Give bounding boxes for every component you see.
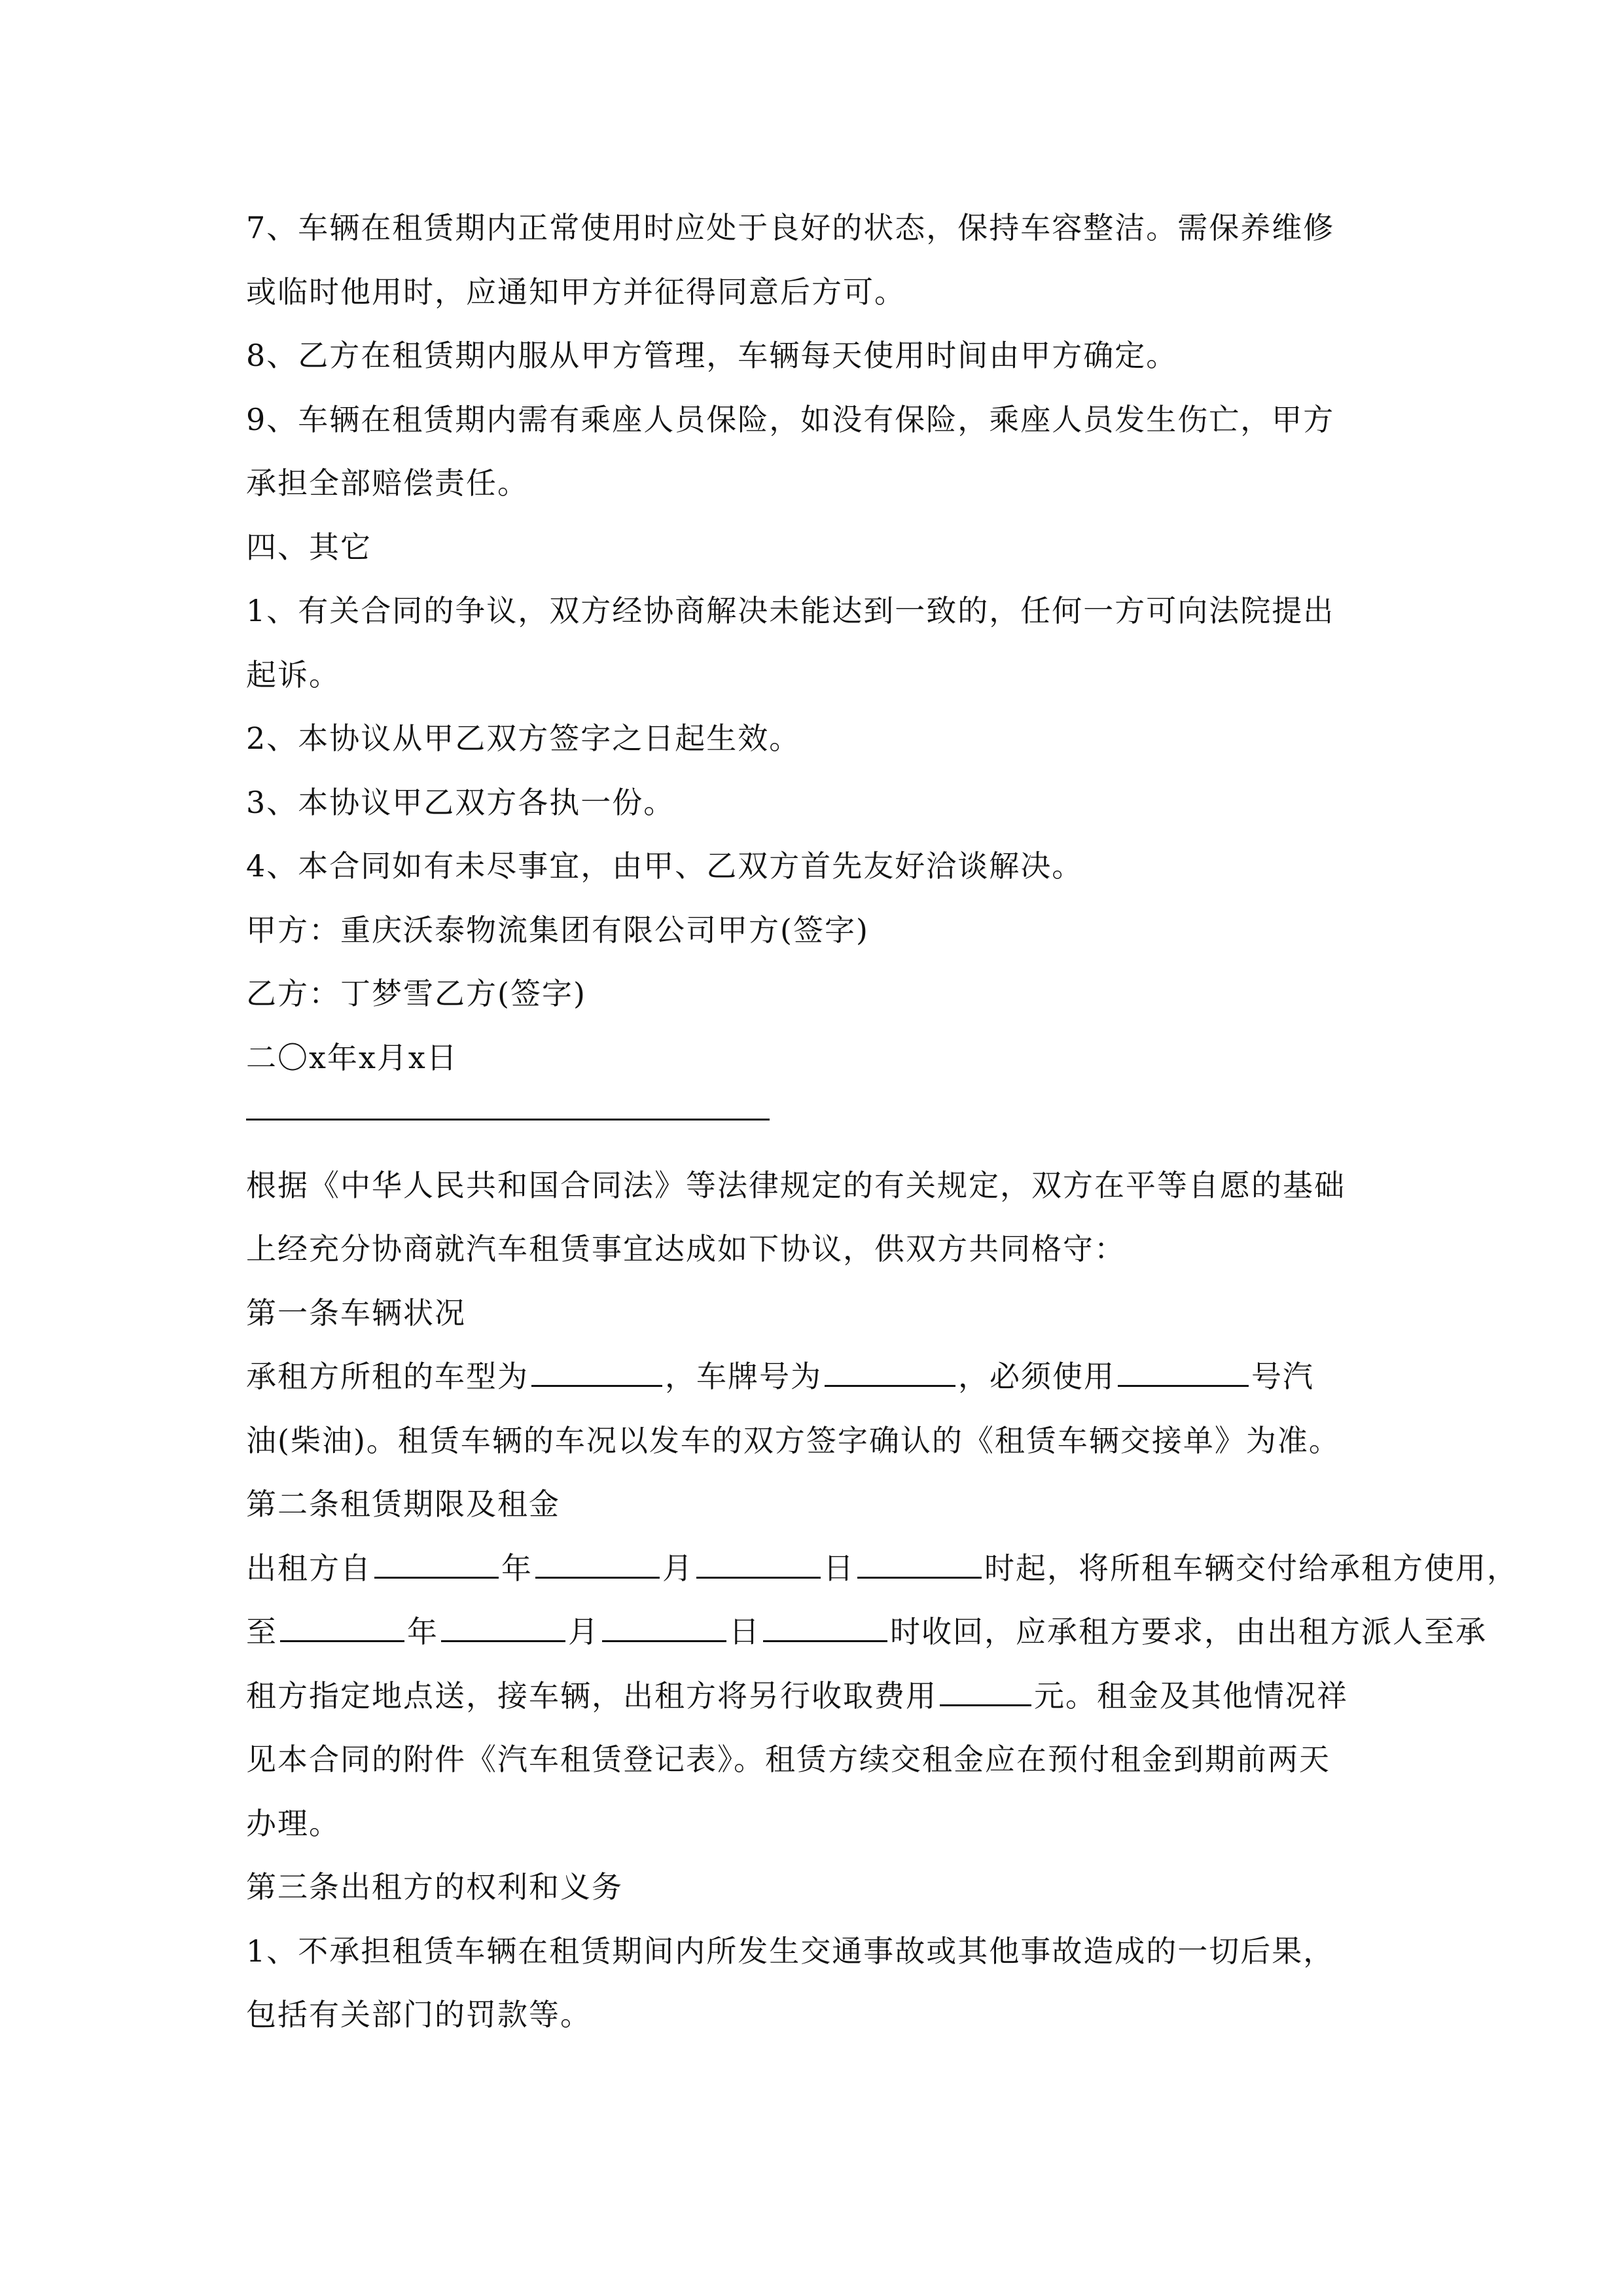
plate-number-blank[interactable] [825,1351,955,1387]
period-start-text-b: 时起，将所租车辆交付给承租方使用， [984,1550,1518,1586]
end-year-blank[interactable] [280,1606,404,1642]
clause-7-line-1: 7、车辆在租赁期内正常使用时应处于良好的状态，保持车容整洁。需保养维修 [246,210,1335,245]
section-4-heading: 四、其它 [246,529,372,565]
clause-9-line-1: 9、车辆在租赁期内需有乘座人员保险，如没有保险，乘座人员发生伤亡，甲方 [246,401,1335,437]
other-2: 2、本协议从甲乙双方签字之日起生效。 [246,721,801,756]
period-end-text: 至 [246,1614,277,1649]
fee-text-b: 元。租金及其他情况祥 [1034,1677,1348,1713]
preamble-line-2: 上经充分协商就汽车租赁事宜达成如下协议，供双方共同格守： [246,1231,1126,1266]
day-label: 日 [823,1550,855,1586]
period-end-line [246,1600,1487,1664]
start-hour-blank[interactable] [857,1543,982,1579]
fee-amount-blank[interactable] [940,1670,1031,1706]
other-3: 3、本协议甲乙双方各执一份。 [246,784,675,820]
vehicle-text-c: ，必须使用 [958,1359,1115,1394]
fuel-grade-blank[interactable] [1118,1351,1249,1387]
section-separator-rule [246,1119,770,1121]
clause-9-line-2: 承担全部赔偿责任。 [246,465,529,501]
party-b-signature: 乙方：丁梦雪乙方(签字) [246,976,586,1011]
period-end-text-b: 时收回，应承租方要求，由出租方派人至承 [890,1614,1487,1649]
vehicle-text-b: ，车牌号为 [665,1359,822,1394]
other-1-line-1: 1、有关合同的争议，双方经协商解决未能达到一致的，任何一方可向法院提出 [246,593,1335,628]
start-year-blank[interactable] [374,1543,499,1579]
start-day-blank[interactable] [696,1543,821,1579]
signing-date: 二〇x年x月x日 [246,1039,458,1075]
article-2-title: 第二条租赁期限及租金 [246,1486,560,1522]
renewal-line-1: 见本合同的附件《汽车租赁登记表》。租赁方续交租金应在预付租金到期前两天 [246,1742,1330,1777]
preamble-line-1: 根据《中华人民共和国合同法》等法律规定的有关规定，双方在平等自愿的基础 [246,1167,1346,1203]
month-label: 月 [662,1550,694,1586]
other-4: 4、本合同如有未尽事宜，由甲、乙双方首先友好洽谈解决。 [246,848,1084,884]
month-label: 月 [568,1614,599,1649]
year-label: 年 [407,1614,438,1649]
vehicle-text-d: 号汽 [1251,1359,1314,1394]
end-day-blank[interactable] [602,1606,726,1642]
period-start-text: 出租方自 [246,1550,372,1586]
clause-8: 8、乙方在租赁期内服从甲方管理，车辆每天使用时间由甲方确定。 [246,338,1178,373]
party-a-signature: 甲方：重庆沃泰物流集团有限公司甲方(签字) [246,912,869,948]
renewal-line-2: 办理。 [246,1805,340,1841]
clause-7-line-2: 或临时他用时，应通知甲方并征得同意后方可。 [246,274,906,310]
article-3-title: 第三条出租方的权利和义务 [246,1869,623,1905]
start-month-blank[interactable] [535,1543,660,1579]
vehicle-text-a: 承租方所租的车型为 [246,1359,529,1394]
period-start-line [246,1537,1518,1601]
separator-text [246,1090,1391,1154]
day-label: 日 [729,1614,760,1649]
vehicle-model-blank[interactable] [531,1351,662,1387]
vehicle-line [246,1345,1391,1409]
other-1-line-2: 起诉。 [246,656,340,692]
article-3-clause-1-line-1: 1、不承担租赁车辆在租赁期间内所发生交通事故或其他事故造成的一切后果， [246,1933,1335,1969]
end-hour-blank[interactable] [763,1606,887,1642]
article-1-title: 第一条车辆状况 [246,1295,466,1331]
vehicle-line-2: 油(柴油)。租赁车辆的车况以发车的双方签字确认的《租赁车辆交接单》为准。 [246,1422,1340,1458]
fee-text-a: 租方指定地点送，接车辆，出租方将另行收取费用 [246,1677,937,1713]
document-page [246,196,1518,2047]
fee-line [246,1664,1391,1729]
year-label: 年 [501,1550,533,1586]
article-3-clause-1-line-2: 包括有关部门的罚款等。 [246,1997,592,2032]
end-month-blank[interactable] [441,1606,565,1642]
